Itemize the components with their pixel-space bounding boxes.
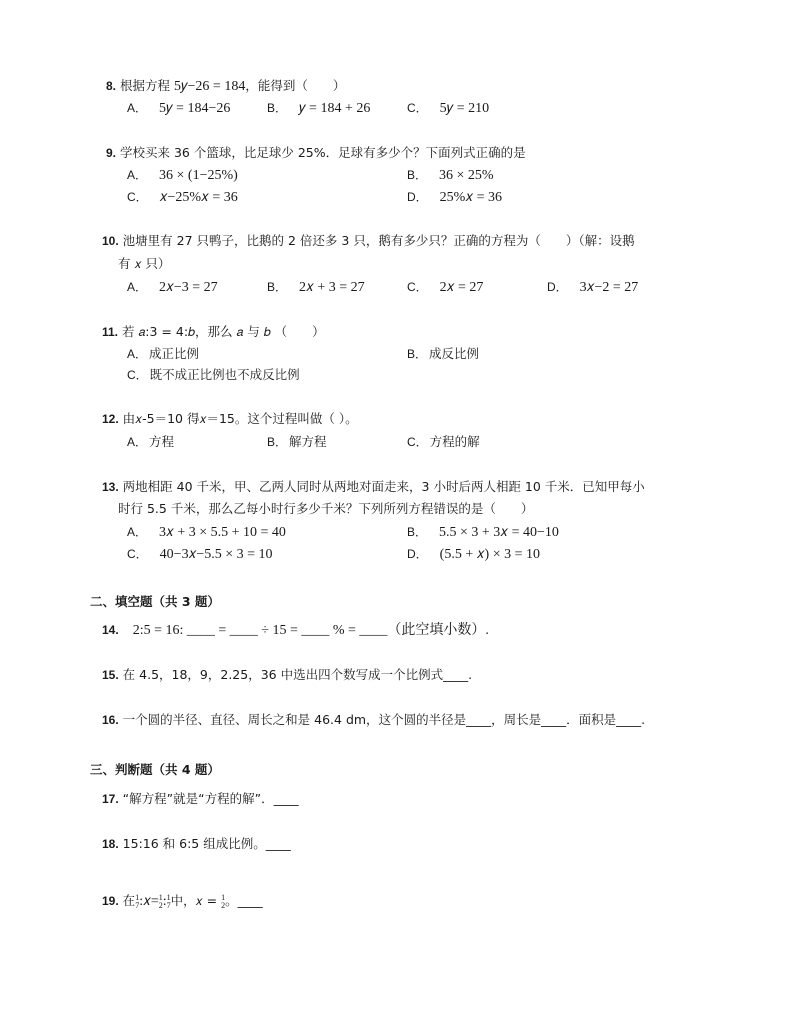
question-15 <box>102 667 472 683</box>
question-text: 若 𝑎:3 = 4:𝑏，那么 𝑎 与 𝑏 （ ） <box>122 324 325 339</box>
question-number: 19. <box>102 894 119 908</box>
question-10-line2: 有 𝑥 只） <box>118 256 171 271</box>
question-number: 10. <box>102 234 119 248</box>
option-label: B． <box>267 101 288 115</box>
question-13-line2: 时行 5.5 千米，那么乙每小时行多少千米？下列所列方程错误的是（ ） <box>118 501 534 516</box>
fraction: 1 2 <box>221 892 226 910</box>
question-text: ，能得到（ ） <box>245 78 346 93</box>
option-b[interactable] <box>267 100 370 117</box>
option-label: A． <box>127 435 148 449</box>
question-number: 17. <box>102 792 119 806</box>
option-a[interactable] <box>127 434 174 450</box>
question-12 <box>102 411 358 427</box>
question-text-mid: 中，𝑥 = <box>170 893 222 908</box>
question-9 <box>106 145 526 161</box>
question-number: 8. <box>106 79 117 93</box>
option-label: C． <box>127 368 148 382</box>
option-a[interactable] <box>127 100 230 117</box>
option-c[interactable] <box>127 189 238 206</box>
question-text: 由𝑥-5＝10 得𝑥＝15。这个过程叫做（ ）。 <box>122 411 358 426</box>
option-label: B． <box>407 347 428 361</box>
option-value: 3𝑥−2 = 27 <box>579 280 639 295</box>
option-value: 方程 <box>149 434 175 449</box>
option-b[interactable] <box>407 524 559 541</box>
question-number: 11. <box>102 325 119 339</box>
option-label: A． <box>127 168 148 182</box>
option-c[interactable] <box>407 434 480 450</box>
option-c[interactable] <box>127 546 273 563</box>
question-text-pre: 在 <box>122 893 136 908</box>
option-value: 𝑦 = 184 + 26 <box>299 101 371 116</box>
fraction: 1 7 <box>166 892 171 910</box>
question-text-post: 。____ <box>225 893 263 908</box>
question-text: 两地相距 40 千米，甲、乙两人同时从两地对面走来，3 小时后两人相距 10 千米．已知甲每小 <box>122 479 645 494</box>
question-17 <box>102 791 299 807</box>
option-label: B． <box>407 525 428 539</box>
question-13 <box>102 479 645 495</box>
option-c[interactable] <box>407 100 489 117</box>
option-d[interactable] <box>407 546 540 563</box>
option-label: A． <box>127 280 148 294</box>
option-value: 25%𝑥 = 36 <box>439 190 503 205</box>
option-b[interactable] <box>267 434 327 450</box>
question-11 <box>102 324 325 340</box>
option-value: 5𝑦 = 184−26 <box>159 101 231 116</box>
option-value: 解方程 <box>289 434 327 449</box>
question-text: 一个圆的半径、直径、周长之和是 46.4 dm，这个圆的半径是____，周长是____．面积是____. <box>122 712 646 727</box>
option-label: B． <box>407 168 428 182</box>
question-19 <box>102 891 263 912</box>
option-value: 𝑥−25%𝑥 = 36 <box>159 190 238 205</box>
option-value: 40−3𝑥−5.5 × 3 = 10 <box>159 547 273 562</box>
option-d[interactable] <box>547 279 638 296</box>
option-value: 方程的解 <box>429 434 480 449</box>
question-number: 18. <box>102 837 119 851</box>
question-text: 在 4.5，18，9，2.25，36 中选出四个数写成一个比例式____. <box>122 667 473 682</box>
option-c[interactable] <box>127 367 300 383</box>
option-label: C． <box>407 280 428 294</box>
option-d[interactable] <box>407 189 502 206</box>
option-a[interactable] <box>127 346 199 362</box>
equation: 5𝑦−26 = 184 <box>173 79 246 94</box>
question-number: 14. <box>102 623 119 637</box>
option-label: A． <box>127 525 148 539</box>
question-14 <box>102 622 489 639</box>
equation-part: :𝑥= <box>139 894 159 909</box>
section-title-fill-blank: 二、填空题（共 3 题） <box>90 594 220 609</box>
option-value: 5𝑦 = 210 <box>439 101 490 116</box>
option-label: D． <box>407 190 428 204</box>
option-label: B． <box>267 435 288 449</box>
question-number: 16. <box>102 713 119 727</box>
question-text: 池塘里有 27 只鸭子，比鹅的 2 倍还多 3 只，鹅有多少只？正确的方程为（ ）（解：设鹅 <box>122 233 635 248</box>
fraction: 1 7 <box>135 892 140 910</box>
equation-part: : <box>162 894 167 909</box>
option-a[interactable] <box>127 167 238 184</box>
question-number: 15. <box>102 668 119 682</box>
option-a[interactable] <box>127 524 286 541</box>
fraction: 1 2 <box>158 892 163 910</box>
option-value: 2𝑥 + 3 = 27 <box>299 280 365 295</box>
option-value: 成正比例 <box>149 346 200 361</box>
question-16 <box>102 712 645 728</box>
option-value: 36 × (1−25%) <box>159 168 238 183</box>
option-b[interactable] <box>407 346 479 362</box>
option-label: D． <box>547 280 568 294</box>
option-label: A． <box>127 101 148 115</box>
question-text: 根据方程 <box>120 78 174 93</box>
option-c[interactable] <box>407 279 483 296</box>
question-text: “解方程”就是“方程的解”．____ <box>122 791 299 806</box>
option-label: B． <box>267 280 288 294</box>
question-number: 9. <box>106 146 117 160</box>
option-value: 36 × 25% <box>439 168 494 183</box>
option-value: 3𝑥 + 3 × 5.5 + 10 = 40 <box>159 525 286 540</box>
question-text: 学校买来 36 个篮球，比足球少 25%．足球有多少个？下面列式正确的是 <box>120 145 526 160</box>
option-value: 2𝑥−3 = 27 <box>159 280 218 295</box>
option-label: C． <box>407 435 428 449</box>
option-label: D． <box>407 547 428 561</box>
question-number: 12. <box>102 412 119 426</box>
question-number: 13. <box>102 480 119 494</box>
option-b[interactable] <box>407 167 494 184</box>
section-title-judge: 三、判断题（共 4 题） <box>90 762 220 777</box>
question-text: 15:16 和 6:5 组成比例。____ <box>122 836 291 851</box>
option-a[interactable] <box>127 279 218 296</box>
option-label: C． <box>127 547 148 561</box>
option-value: 既不成正比例也不成反比例 <box>149 367 300 382</box>
option-label: C． <box>407 101 428 115</box>
option-value: 2𝑥 = 27 <box>439 280 484 295</box>
question-10 <box>102 233 635 249</box>
option-label: A． <box>127 347 148 361</box>
option-value: 5.5 × 3 + 3𝑥 = 40−10 <box>439 525 559 540</box>
question-text: 2:5 = 16: ____ = ____ ÷ 15 = ____ % = ____（此空填小数）. <box>132 623 489 638</box>
option-value: 成反比例 <box>429 346 480 361</box>
option-value: (5.5 + 𝑥) × 3 = 10 <box>439 547 540 562</box>
option-b[interactable] <box>267 279 365 296</box>
question-18 <box>102 836 291 852</box>
option-label: C． <box>127 190 148 204</box>
question-8 <box>106 78 345 95</box>
